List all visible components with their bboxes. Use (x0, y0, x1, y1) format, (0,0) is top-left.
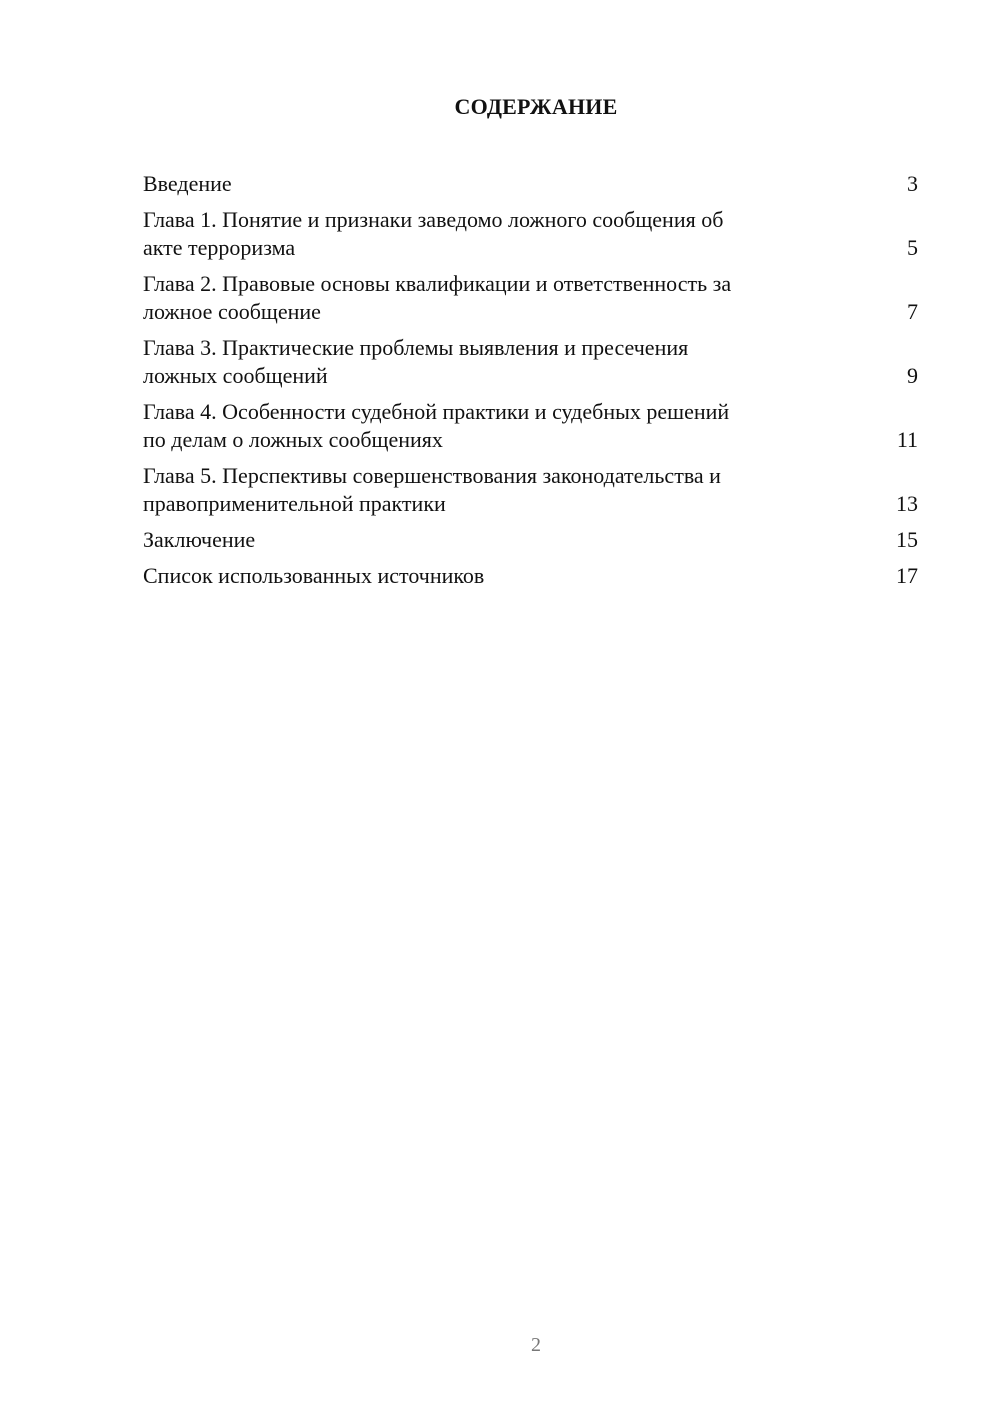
toc-entry-page: 15 (896, 527, 918, 552)
toc-entry-page: 3 (907, 171, 918, 196)
toc-entry-text: Глава 5. Перспективы совершенствования законодательства и правоприменительной практики (143, 463, 721, 516)
toc-entry-page: 9 (907, 363, 918, 388)
toc-entry-page: 13 (896, 491, 918, 516)
toc-entry-introduction (143, 170, 918, 198)
toc-entry-text: Глава 2. Правовые основы квалификации и ответственность за ложное сообщение (143, 271, 732, 324)
toc-entry-text: Глава 4. Особенности судебной практики и судебных решений по делам о ложных сообщениях (143, 399, 730, 452)
toc-entry-page: 17 (896, 563, 918, 588)
page-title: СОДЕРЖАНИЕ (454, 94, 618, 119)
toc-entry-chapter-2 (143, 270, 918, 326)
toc-entry-chapter-5 (143, 462, 918, 518)
toc-entry-text: Глава 3. Практические проблемы выявления и пресечения ложных сообщений (143, 335, 689, 388)
toc-entry-text: Введение (143, 171, 232, 196)
toc-entry-chapter-4 (143, 398, 918, 454)
toc-entry-page: 11 (896, 427, 918, 452)
toc-entry-chapter-3 (143, 334, 918, 390)
toc-entry-conclusion (143, 526, 918, 554)
toc-entry-references (143, 562, 918, 590)
toc-entry-text: Глава 1. Понятие и признаки заведомо ложного сообщения об акте терроризма (143, 207, 724, 260)
toc-entry-text: Список использованных источников (143, 563, 485, 588)
toc-entry-chapter-1 (143, 206, 918, 262)
toc-entry-page: 5 (907, 235, 918, 260)
page-number: 2 (531, 1334, 541, 1356)
toc-entry-text: Заключение (143, 527, 256, 552)
toc-entry-page: 7 (907, 299, 918, 324)
table-of-contents (143, 170, 918, 598)
